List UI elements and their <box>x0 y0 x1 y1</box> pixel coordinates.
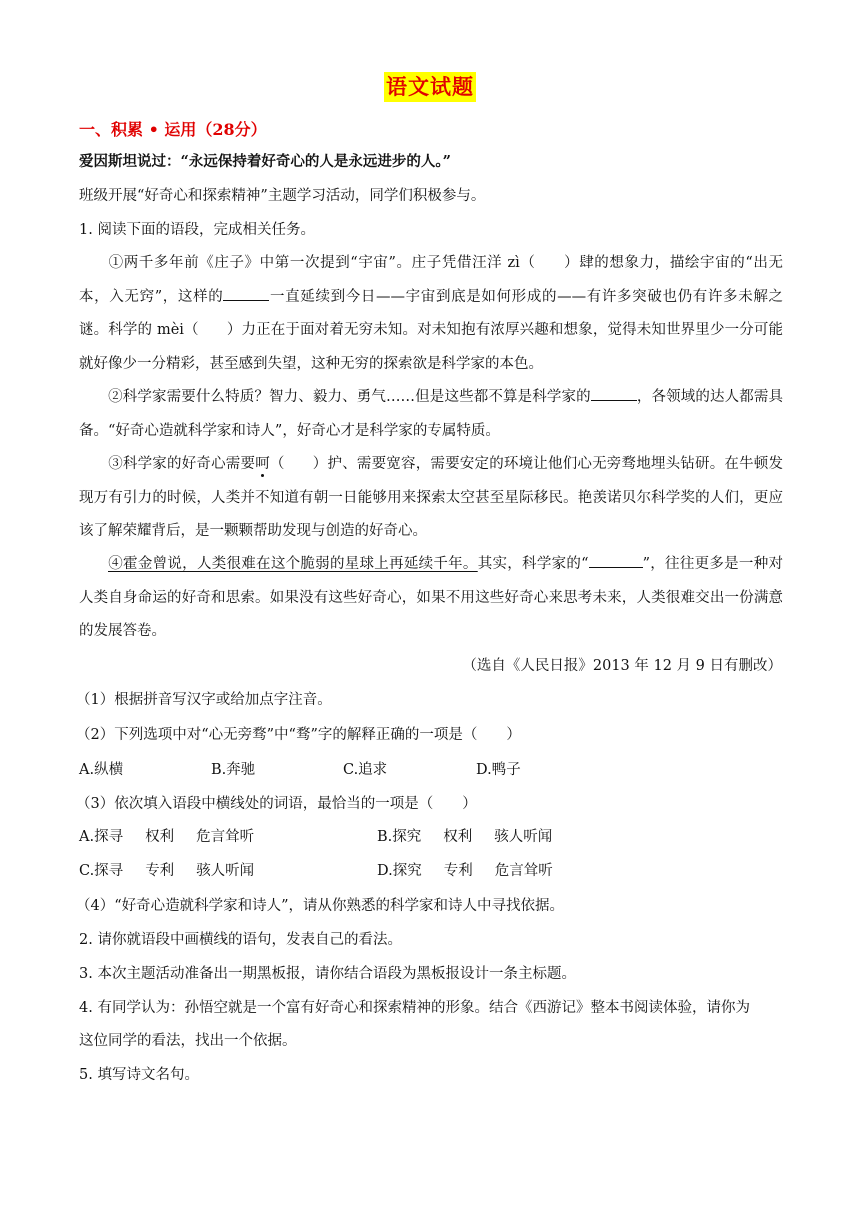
sub-question-2: （2）下列选项中对“心无旁骛”中“骛”字的解释正确的一项是（ ） <box>76 727 521 743</box>
option-3c[interactable]: C.探寻 专利 骇人听闻 <box>79 863 255 879</box>
option-3a[interactable]: A.探寻 权利 危言耸听 <box>79 829 255 845</box>
option-2d[interactable]: D.鸭子 <box>476 762 521 778</box>
question-4-line-1: 4. 有同学认为：孙悟空就是一个富有好奇心和探索精神的形象。结合《西游记》整本书阅读体验，请你为 <box>79 1000 750 1016</box>
option-3d[interactable]: D.探究 专利 危言耸听 <box>377 863 553 879</box>
passage-paragraph-3: ③科学家的好奇心需要呵（ ）护、需要宽容，需要安定的环境让他们心无旁骛地埋头钻研。在牛顿发现万有引力的时候，人类并不知道有朝一日能够用来探索太空甚至星际移民。艳羡诺贝尔科学奖的人们，更应该了解荣耀背后，是一颗颗帮助发现与创造的好奇心。 <box>79 456 784 539</box>
passage-paragraph-2: ②科学家需要什么特质？智力、毅力、勇气……但是这些都不算是科学家的 ，各领域的达人都需具备。“好奇心造就科学家和诗人”，好奇心才是科学家的专属特质。 <box>79 381 783 448</box>
sub-question-3: （3）依次填入语段中横线处的词语，最恰当的一项是（ ） <box>76 796 477 812</box>
dotted-character: 呵 <box>255 456 270 472</box>
option-2a[interactable]: A.纵横 <box>79 762 124 778</box>
sub-question-1: （1）根据拼音写汉字或给加点字注音。 <box>76 692 332 708</box>
option-2c[interactable]: C.追求 <box>343 762 388 778</box>
underlined-sentence: ④霍金曾说，人类很难在这个脆弱的星球上再延续千年。 <box>108 556 478 572</box>
question-1: 1. 阅读下面的语段，完成相关任务。 <box>79 222 315 238</box>
einstein-quote: 爱因斯坦说过：“永远保持着好奇心的人是永远进步的人。” <box>79 153 451 170</box>
passage-paragraph-4: ④霍金曾说，人类很难在这个脆弱的星球上再延续千年。其实，科学家的“ ”，往往更多是一种对人类自身命运的好奇和思索。如果没有这些好奇心，如果不用这些好奇心来思考未来，人类很难交出一份满意的发展答卷。 <box>79 548 783 649</box>
source-citation: （选自《人民日报》2013 年 12 月 9 日有删改） <box>462 658 782 674</box>
section-heading: 一、积累 • 运用（28分） <box>79 120 267 139</box>
page-title: 语文试题 <box>384 72 476 102</box>
question-3: 3. 本次主题活动准备出一期黑板报，请你结合语段为黑板报设计一条主标题。 <box>79 966 576 982</box>
fill-blank-1[interactable] <box>223 285 269 301</box>
title-wrap <box>0 72 860 102</box>
activity-intro: 班级开展“好奇心和探索精神”主题学习活动，同学们积极参与。 <box>79 188 486 204</box>
option-3b[interactable]: B.探究 权利 骇人听闻 <box>377 829 553 845</box>
question-2: 2. 请你就语段中画横线的语句，发表自己的看法。 <box>79 932 402 948</box>
fill-blank-2[interactable] <box>591 385 637 401</box>
fill-blank-3[interactable] <box>589 552 643 568</box>
passage-paragraph-1: ①两千多年前《庄子》中第一次提到“宇宙”。庄子凭借汪洋 zì（ ）肆的想象力，描绘宇宙的“出无本，入无窍”，这样的 一直延续到今日——宇宙到底是如何形成的——有许多突破也仍有许多未解之谜。科学的 mèi（ ）力正在于面对着无穷未知。对未知抱有浓厚兴趣和想象，觉得未知世界里少一分可能就好像少一分精彩，甚至感到失望，这种无穷的探索欲是科学家的本色。 <box>79 255 784 372</box>
question-5: 5. 填写诗文名句。 <box>79 1067 199 1083</box>
option-2b[interactable]: B.奔驰 <box>211 762 256 778</box>
question-4-line-2: 这位同学的看法，找出一个依据。 <box>79 1033 297 1049</box>
sub-question-4: （4）“好奇心造就科学家和诗人”，请从你熟悉的科学家和诗人中寻找依据。 <box>76 898 565 914</box>
